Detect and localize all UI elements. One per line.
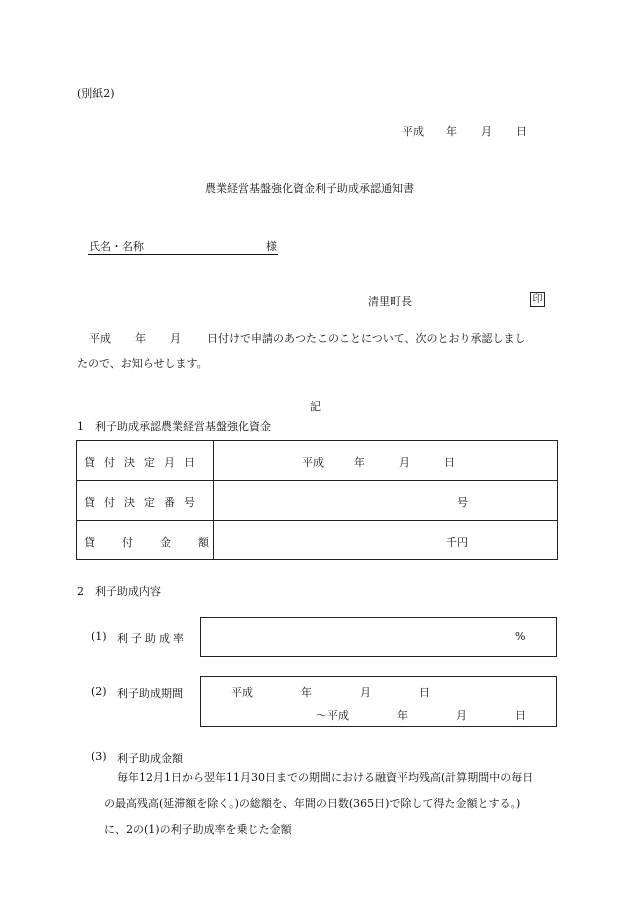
ki-heading: 記: [310, 400, 321, 413]
loan-table-row-divider: [76, 520, 558, 521]
attachment-label: (別紙2): [77, 87, 115, 100]
period-from-year: 年: [301, 686, 312, 699]
period-from-month: 月: [360, 686, 371, 699]
period-label: 利子助成期間: [117, 687, 183, 700]
header-date-day: 日: [516, 125, 527, 138]
intro-era: 平成: [89, 332, 111, 345]
loan-row-label-number: 貸付決定番号: [84, 496, 204, 509]
amount-label: 利子助成金額: [117, 752, 183, 765]
amount-desc-line-1: 毎年12月1日から翌年11月30日までの期間における融資平均残高(計算期間中の毎日: [117, 771, 534, 784]
loan-amount-suffix: 千円: [446, 536, 468, 549]
intro-line-1: [89, 328, 526, 350]
section2-heading: 2 利子助成内容: [77, 585, 161, 598]
seal-stamp: 印: [530, 292, 545, 307]
loan-date-month: 月: [399, 456, 410, 469]
loan-number-suffix: 号: [457, 496, 468, 509]
rate-unit: %: [515, 630, 526, 643]
period-from-day: 日: [419, 686, 430, 699]
header-date-year: 年: [446, 125, 457, 138]
header-date: [402, 123, 527, 139]
amount-number: (3): [91, 750, 107, 763]
amount-desc-line-3: に、2の(1)の利子助成率を乗じた金額: [104, 823, 292, 836]
loan-date-day: 日: [444, 456, 455, 469]
period-from-era: 平成: [231, 686, 253, 699]
loan-row-label-amount: 貸付金額: [84, 536, 236, 549]
loan-date-era: 平成: [302, 456, 324, 469]
intro-line-2: たので、お知らせします。: [77, 357, 208, 370]
amount-desc-line-2: の最高残高(延滞額を除く。)の総額を、年間の日数(365日)で除して得た金額とする。): [104, 797, 521, 810]
rate-box: [200, 617, 557, 657]
intro-year: 年: [135, 332, 146, 345]
intro-rest: 日付けで申請のあつたこのことについて、次のとおり承認しまし: [207, 332, 526, 345]
recipient-label: 氏名・名称: [89, 240, 144, 253]
period-to-year: 年: [397, 709, 408, 722]
period-number: (2): [91, 685, 107, 698]
rate-number: (1): [91, 630, 107, 643]
header-date-month: 月: [481, 125, 492, 138]
rate-label: 利子助成率: [117, 632, 187, 645]
section1-heading: 1 利子助成承認農業経営基盤強化資金: [77, 420, 271, 433]
recipient-underline: [88, 254, 278, 255]
loan-table-row-divider: [76, 480, 558, 481]
issuer-name: 清里町長: [368, 295, 412, 308]
period-to-day: 日: [515, 709, 526, 722]
loan-date-value: [302, 454, 455, 470]
page-title: 農業経営基盤強化資金利子助成承認通知書: [205, 182, 414, 195]
intro-month: 月: [170, 332, 181, 345]
period-from: [231, 684, 430, 700]
header-date-era: 平成: [402, 125, 424, 138]
period-to: [316, 707, 526, 723]
period-to-era: ～平成: [316, 709, 349, 722]
loan-row-label-date: 貸付決定月日: [84, 456, 204, 469]
period-to-month: 月: [456, 709, 467, 722]
loan-date-year: 年: [354, 456, 365, 469]
recipient-honorific: 様: [266, 240, 277, 253]
